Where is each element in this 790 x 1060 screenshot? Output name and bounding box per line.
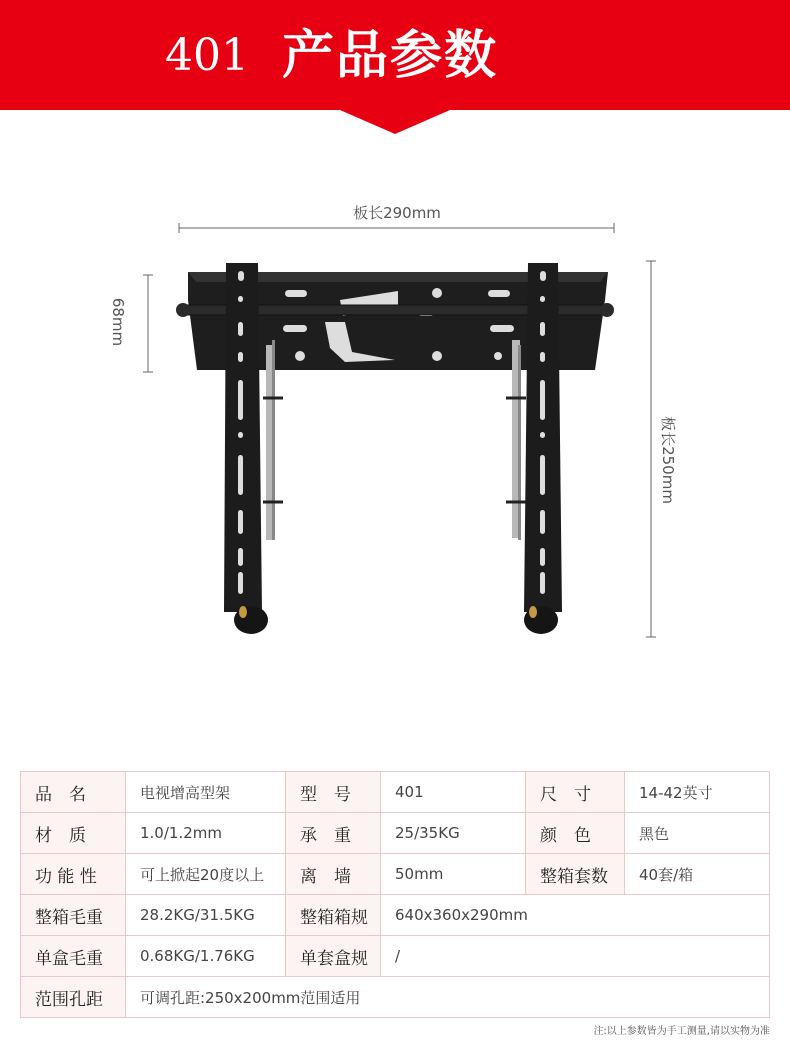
spec-value: 可调孔距:250x200mm范围适用 [126, 977, 770, 1018]
spec-key: 整箱毛重 [21, 895, 126, 936]
spec-value: 25/35KG [381, 813, 526, 854]
spec-value: 14-42英寸 [625, 772, 770, 813]
spec-value: / [381, 936, 770, 977]
spec-key: 承 重 [286, 813, 381, 854]
product-figure [0, 190, 790, 660]
spec-value: 电视增高型架 [126, 772, 286, 813]
spec-key: 整箱套数 [526, 854, 625, 895]
spec-key: 尺 寸 [526, 772, 625, 813]
right-height-dimension [646, 261, 677, 637]
spec-key: 单盒毛重 [21, 936, 126, 977]
page-title: 产品参数 [282, 26, 499, 86]
spec-key: 单套盒规 [286, 936, 381, 977]
spec-value: 黑色 [625, 813, 770, 854]
spec-key: 型 号 [286, 772, 381, 813]
width-label: 板长290mm [353, 204, 441, 222]
table-row [21, 772, 770, 813]
table-row [21, 977, 770, 1018]
model-number: 401 [165, 30, 249, 81]
left-height-label: 68mm [109, 297, 127, 347]
spec-key: 品 名 [21, 772, 126, 813]
spec-key: 范围孔距 [21, 977, 126, 1018]
right-height-label: 板长250mm [659, 416, 677, 504]
spec-value: 401 [381, 772, 526, 813]
table-row [21, 936, 770, 977]
left-height-dimension [109, 275, 153, 372]
tv-mount-bracket [176, 263, 614, 634]
spec-value: 640x360x290mm [381, 895, 770, 936]
spec-value: 50mm [381, 854, 526, 895]
width-dimension [179, 204, 614, 233]
spec-key: 材 质 [21, 813, 126, 854]
spec-value: 28.2KG/31.5KG [126, 895, 286, 936]
spec-key: 颜 色 [526, 813, 625, 854]
spec-value: 可上掀起20度以上 [126, 854, 286, 895]
spec-value: 1.0/1.2mm [126, 813, 286, 854]
spec-key: 功 能 性 [21, 854, 126, 895]
spec-value: 40套/箱 [625, 854, 770, 895]
spec-key: 整箱箱规 [286, 895, 381, 936]
table-row [21, 813, 770, 854]
spec-key: 离 墙 [286, 854, 381, 895]
table-row [21, 854, 770, 895]
footnote: 注:以上参数皆为手工测量,请以实物为准 [593, 1026, 770, 1037]
spec-table [20, 771, 770, 1018]
table-row [21, 895, 770, 936]
spec-value: 0.68KG/1.76KG [126, 936, 286, 977]
